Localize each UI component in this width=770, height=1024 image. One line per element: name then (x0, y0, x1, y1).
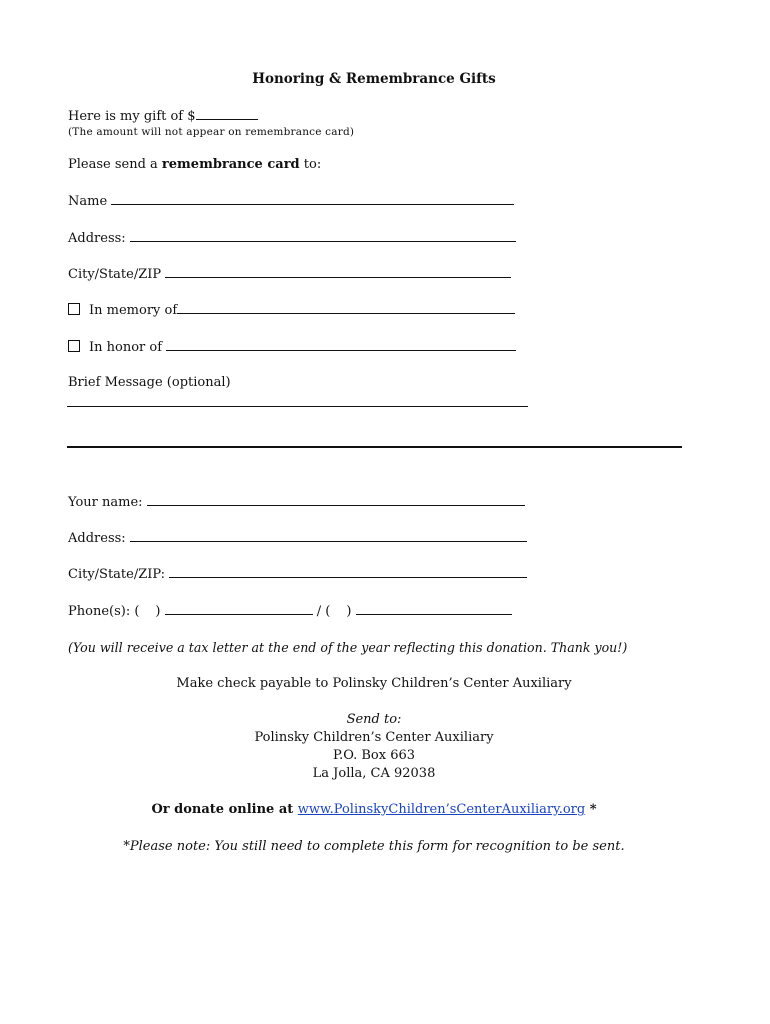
recipient-name-label: Name (68, 194, 108, 209)
gift-amount-row (68, 108, 258, 124)
tax-letter-note: (You will receive a tax letter at the end of the year reflecting this donation. Thank you!) (68, 640, 628, 655)
mailing-address-line-2: P.O. Box 663 (332, 748, 416, 763)
donate-online-row (0, 802, 748, 817)
section-divider (67, 446, 682, 448)
send-card-suffix: to: (299, 157, 322, 172)
donor-city-label: City/State/ZIP: (68, 567, 166, 582)
donor-name-field[interactable] (147, 494, 525, 506)
gift-amount-field[interactable] (196, 108, 258, 120)
form-title: Honoring & Remembrance Gifts (252, 71, 496, 87)
recipient-address-field[interactable] (130, 230, 516, 242)
recipient-address-label: Address: (68, 231, 126, 246)
check-payable-note: Make check payable to Polinsky Children’s Center Auxiliary (176, 676, 572, 691)
send-card-bold: remembrance card (161, 157, 300, 172)
donor-city-row (68, 566, 527, 582)
in-memory-row (68, 302, 515, 318)
donor-address-field[interactable] (130, 530, 527, 542)
recipient-address-row (68, 230, 516, 246)
in-honor-row (68, 339, 516, 355)
phone-paren-close: ) (155, 604, 161, 619)
mailing-address-line-1: Polinsky Children’s Center Auxiliary (254, 730, 494, 745)
recognition-footnote: *Please note: You still need to complete this form for recognition to be sent. (123, 839, 625, 854)
in-honor-label: In honor of (89, 340, 163, 355)
recipient-city-label: City/State/ZIP (68, 267, 162, 282)
donate-online-suffix: * (585, 802, 597, 817)
brief-message-field[interactable] (67, 406, 528, 407)
donor-address-row (68, 530, 527, 546)
donate-online-prefix: Or donate online at (151, 802, 298, 817)
in-honor-field[interactable] (166, 339, 516, 351)
phone-label: Phone(s): ( (68, 604, 140, 619)
phone-field-1[interactable] (165, 603, 313, 615)
donate-online-link[interactable]: www.PolinskyChildren’sCenterAuxiliary.org (297, 802, 586, 817)
phone-separator: / ( (316, 604, 331, 619)
donor-city-field[interactable] (169, 566, 527, 578)
recipient-name-row (68, 193, 514, 209)
donor-address-label: Address: (68, 531, 126, 546)
in-memory-checkbox[interactable] (68, 303, 80, 315)
send-to-label: Send to: (346, 712, 402, 727)
donor-name-label: Your name: (68, 495, 143, 510)
send-card-prefix: Please send a (68, 157, 162, 172)
in-memory-label: In memory of (89, 303, 178, 318)
phone-field-2[interactable] (356, 603, 512, 615)
in-honor-checkbox[interactable] (68, 340, 80, 352)
gift-amount-note: (The amount will not appear on remembrance card) (68, 126, 355, 138)
recipient-city-row (68, 266, 511, 282)
in-memory-field[interactable] (177, 302, 515, 314)
recipient-city-field[interactable] (165, 266, 511, 278)
donor-phone-row (68, 603, 512, 619)
mailing-address-line-3: La Jolla, CA 92038 (312, 766, 436, 781)
donor-name-row (68, 494, 525, 510)
brief-message-label: Brief Message (optional) (68, 375, 231, 390)
send-card-heading (68, 157, 321, 172)
phone-paren-close-2: ) (346, 604, 352, 619)
recipient-name-field[interactable] (111, 193, 514, 205)
gift-amount-label: Here is my gift of $ (68, 109, 196, 124)
